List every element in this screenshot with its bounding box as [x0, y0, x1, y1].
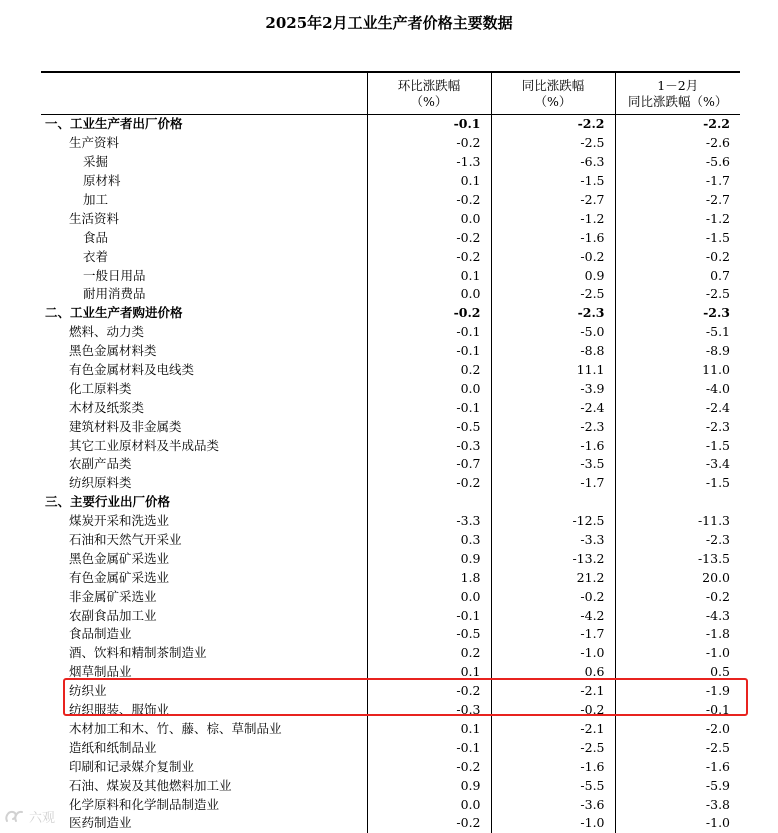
- row-ytd-value: -5.6: [615, 153, 740, 172]
- header-ytd-period: 1－2月: [657, 77, 699, 93]
- row-yoy-value: 0.9: [491, 266, 615, 285]
- row-item-name: 一般日用品: [83, 267, 146, 283]
- row-yoy-value: -3.5: [491, 455, 615, 474]
- table-row: [41, 644, 740, 663]
- watermark-logo-icon: [4, 809, 26, 825]
- header-item-column: [41, 72, 367, 115]
- row-yoy-value: -3.3: [491, 531, 615, 550]
- table-row: [41, 191, 740, 210]
- row-item-name: 二、工业生产者购进价格: [45, 305, 183, 321]
- row-item-name: 烟草制品业: [69, 664, 132, 680]
- row-item-name: 纺织原料类: [69, 475, 132, 491]
- row-ytd-value: 20.0: [615, 568, 740, 587]
- row-mom-value: -0.3: [367, 436, 491, 455]
- table-row: [41, 361, 740, 380]
- ppi-data-table: [41, 71, 740, 833]
- table-row: [41, 436, 740, 455]
- row-item-name: 石油、煤炭及其他燃料加工业: [69, 777, 232, 793]
- row-ytd-value: -2.0: [615, 720, 740, 739]
- row-ytd-value: -0.2: [615, 587, 740, 606]
- row-mom-value: 0.1: [367, 172, 491, 191]
- row-ytd-value: -1.5: [615, 474, 740, 493]
- row-yoy-value: -0.2: [491, 587, 615, 606]
- row-yoy-value: -12.5: [491, 512, 615, 531]
- table-row: [41, 342, 740, 361]
- row-item-name: 食品制造业: [69, 626, 132, 642]
- row-yoy-value: -2.1: [491, 682, 615, 701]
- row-ytd-value: -1.7: [615, 172, 740, 191]
- row-yoy-value: -1.6: [491, 228, 615, 247]
- row-yoy-value: -1.2: [491, 209, 615, 228]
- row-item-name: 原材料: [83, 173, 121, 189]
- row-ytd-value: -4.3: [615, 606, 740, 625]
- table-row: [41, 531, 740, 550]
- row-ytd-value: -1.0: [615, 814, 740, 833]
- row-yoy-value: -1.6: [491, 436, 615, 455]
- row-item-name: 造纸和纸制品业: [69, 739, 157, 755]
- row-mom-value: -0.2: [367, 682, 491, 701]
- row-ytd-value: -2.6: [615, 134, 740, 153]
- row-item-name: 加工: [83, 192, 109, 207]
- table-row: [41, 606, 740, 625]
- row-item-name: 木材加工和木、竹、藤、棕、草制品业: [69, 720, 282, 736]
- table-section-row: [41, 493, 740, 512]
- row-mom-value: -0.5: [367, 417, 491, 436]
- row-yoy-value: -2.3: [491, 417, 615, 436]
- row-yoy-value: -2.5: [491, 738, 615, 757]
- table-section-row: [41, 304, 740, 323]
- row-yoy-value: [491, 493, 615, 512]
- row-yoy-value: -1.0: [491, 814, 615, 833]
- row-mom-value: 0.1: [367, 663, 491, 682]
- row-ytd-value: -2.3: [615, 304, 740, 323]
- table-row: [41, 720, 740, 739]
- row-item-name: 纺织业: [69, 683, 107, 699]
- row-ytd-value: [615, 493, 740, 512]
- row-mom-value: 0.0: [367, 285, 491, 304]
- row-mom-value: -0.1: [367, 398, 491, 417]
- table-row: [41, 663, 740, 682]
- row-mom-value: -0.2: [367, 247, 491, 266]
- row-mom-value: -0.2: [367, 191, 491, 210]
- row-mom-value: -0.1: [367, 738, 491, 757]
- row-mom-value: -0.2: [367, 228, 491, 247]
- row-yoy-value: -1.6: [491, 757, 615, 776]
- header-mom-change: [367, 72, 491, 115]
- table-row: [41, 153, 740, 172]
- header-ytd-yoy-change: [615, 72, 740, 115]
- row-yoy-value: -1.0: [491, 644, 615, 663]
- row-item-name: 黑色金属材料类: [69, 343, 157, 359]
- table-row: [41, 417, 740, 436]
- row-ytd-value: -2.5: [615, 738, 740, 757]
- table-row: [41, 625, 740, 644]
- row-item-name: 三、主要行业出厂价格: [45, 494, 171, 510]
- row-item-name: 纺织服装、服饰业: [69, 702, 170, 718]
- row-item-name: 煤炭开采和洗选业: [69, 513, 170, 529]
- row-ytd-value: -5.9: [615, 776, 740, 795]
- table-row: [41, 587, 740, 606]
- table-row: [41, 209, 740, 228]
- row-yoy-value: -2.2: [491, 115, 615, 134]
- row-yoy-value: -2.5: [491, 285, 615, 304]
- row-mom-value: -0.2: [367, 134, 491, 153]
- row-ytd-value: -2.3: [615, 531, 740, 550]
- row-mom-value: 0.9: [367, 549, 491, 568]
- table-row: [41, 247, 740, 266]
- row-mom-value: 0.9: [367, 776, 491, 795]
- row-ytd-value: -0.2: [615, 247, 740, 266]
- row-yoy-value: -6.3: [491, 153, 615, 172]
- row-mom-value: [367, 493, 491, 512]
- row-item-name: 一、工业生产者出厂价格: [45, 116, 183, 132]
- row-mom-value: 0.1: [367, 266, 491, 285]
- row-item-name: 衣着: [83, 248, 109, 264]
- row-yoy-value: -2.7: [491, 191, 615, 210]
- row-item-name: 石油和天然气开采业: [69, 532, 182, 548]
- row-ytd-value: -2.5: [615, 285, 740, 304]
- row-item-name: 木材及纸浆类: [69, 399, 145, 415]
- row-ytd-value: -2.2: [615, 115, 740, 134]
- row-item-name: 耐用消费品: [83, 286, 146, 302]
- row-item-name: 生产资料: [69, 135, 120, 151]
- header-yoy-change: [491, 72, 615, 115]
- row-yoy-value: -1.7: [491, 625, 615, 644]
- table-row: [41, 568, 740, 587]
- header-yoy-label: 同比涨跌幅: [521, 77, 585, 93]
- row-mom-value: -0.1: [367, 606, 491, 625]
- table-row: [41, 682, 740, 701]
- row-mom-value: -0.1: [367, 342, 491, 361]
- row-ytd-value: -0.1: [615, 701, 740, 720]
- row-ytd-value: -4.0: [615, 379, 740, 398]
- row-item-name: 印刷和记录媒介复制业: [69, 758, 195, 774]
- row-item-name: 其它工业原材料及半成品类: [69, 437, 220, 453]
- table-row: [41, 776, 740, 795]
- row-yoy-value: -2.3: [491, 304, 615, 323]
- row-mom-value: 0.0: [367, 379, 491, 398]
- row-mom-value: -0.2: [367, 304, 491, 323]
- row-yoy-value: -13.2: [491, 549, 615, 568]
- table-row: [41, 814, 740, 833]
- row-yoy-value: 11.1: [491, 361, 615, 380]
- row-mom-value: -0.2: [367, 757, 491, 776]
- row-ytd-value: 0.7: [615, 266, 740, 285]
- row-yoy-value: -8.8: [491, 342, 615, 361]
- row-mom-value: 0.0: [367, 587, 491, 606]
- row-ytd-value: -1.2: [615, 209, 740, 228]
- row-yoy-value: -5.0: [491, 323, 615, 342]
- row-yoy-value: -2.4: [491, 398, 615, 417]
- page-title: 2025年2月工业生产者价格主要数据: [265, 14, 513, 32]
- row-mom-value: -1.3: [367, 153, 491, 172]
- row-yoy-value: -3.9: [491, 379, 615, 398]
- row-mom-value: -0.1: [367, 323, 491, 342]
- row-ytd-value: -3.8: [615, 795, 740, 814]
- table-body: [41, 115, 740, 833]
- row-mom-value: 0.3: [367, 531, 491, 550]
- table-row: [41, 285, 740, 304]
- row-item-name: 有色金属材料及电线类: [69, 362, 195, 378]
- row-ytd-value: -1.8: [615, 625, 740, 644]
- table-row: [41, 512, 740, 531]
- header-mom-unit: （%）: [410, 93, 448, 109]
- row-ytd-value: -5.1: [615, 323, 740, 342]
- row-item-name: 化工原料类: [69, 380, 132, 396]
- table-row: [41, 323, 740, 342]
- row-yoy-value: -0.2: [491, 701, 615, 720]
- watermark: [4, 807, 55, 826]
- table-row: [41, 795, 740, 814]
- row-ytd-value: -1.9: [615, 682, 740, 701]
- row-mom-value: -0.2: [367, 814, 491, 833]
- row-item-name: 医药制造业: [69, 815, 132, 831]
- watermark-text: 六观: [29, 811, 56, 826]
- row-ytd-value: -1.6: [615, 757, 740, 776]
- row-ytd-value: -2.4: [615, 398, 740, 417]
- table-row: [41, 474, 740, 493]
- row-item-name: 生活资料: [69, 210, 120, 226]
- row-mom-value: -0.1: [367, 115, 491, 134]
- row-mom-value: 0.2: [367, 644, 491, 663]
- row-item-name: 农副产品类: [69, 456, 132, 472]
- row-ytd-value: 0.5: [615, 663, 740, 682]
- header-yoy-unit: （%）: [534, 93, 572, 109]
- row-ytd-value: -3.4: [615, 455, 740, 474]
- row-yoy-value: -2.5: [491, 134, 615, 153]
- row-yoy-value: -2.1: [491, 720, 615, 739]
- row-ytd-value: -2.7: [615, 191, 740, 210]
- row-item-name: 农副食品加工业: [69, 607, 157, 623]
- row-item-name: 非金属矿采选业: [69, 588, 157, 604]
- row-mom-value: 0.0: [367, 795, 491, 814]
- row-ytd-value: -8.9: [615, 342, 740, 361]
- row-item-name: 化学原料和化学制品制造业: [69, 796, 220, 812]
- row-mom-value: 0.2: [367, 361, 491, 380]
- header-mom-label: 环比涨跌幅: [397, 77, 461, 93]
- row-ytd-value: -1.5: [615, 436, 740, 455]
- table-row: [41, 455, 740, 474]
- row-yoy-value: -1.7: [491, 474, 615, 493]
- table-row: [41, 379, 740, 398]
- row-ytd-value: -2.3: [615, 417, 740, 436]
- row-ytd-value: 11.0: [615, 361, 740, 380]
- row-ytd-value: -13.5: [615, 549, 740, 568]
- row-yoy-value: -5.5: [491, 776, 615, 795]
- row-ytd-value: -1.5: [615, 228, 740, 247]
- row-ytd-value: -11.3: [615, 512, 740, 531]
- row-mom-value: -0.7: [367, 455, 491, 474]
- row-item-name: 建筑材料及非金属类: [69, 418, 182, 434]
- row-item-name: 食品: [83, 229, 109, 245]
- table-row: [41, 738, 740, 757]
- row-mom-value: 0.1: [367, 720, 491, 739]
- table-row: [41, 398, 740, 417]
- table-row: [41, 134, 740, 153]
- table-row: [41, 228, 740, 247]
- row-yoy-value: -3.6: [491, 795, 615, 814]
- header-ytd-label: 同比涨跌幅（%）: [628, 93, 728, 109]
- row-yoy-value: -1.5: [491, 172, 615, 191]
- row-yoy-value: 0.6: [491, 663, 615, 682]
- row-item-name: 黑色金属矿采选业: [69, 550, 170, 566]
- row-mom-value: -0.3: [367, 701, 491, 720]
- row-mom-value: 0.0: [367, 209, 491, 228]
- row-ytd-value: -1.0: [615, 644, 740, 663]
- table-row: [41, 701, 740, 720]
- table-row: [41, 266, 740, 285]
- row-item-name: 燃料、动力类: [69, 324, 145, 340]
- row-mom-value: 1.8: [367, 568, 491, 587]
- row-mom-value: -0.5: [367, 625, 491, 644]
- row-item-name: 采掘: [83, 154, 109, 170]
- row-mom-value: -3.3: [367, 512, 491, 531]
- table-row: [41, 172, 740, 191]
- row-mom-value: -0.2: [367, 474, 491, 493]
- row-yoy-value: -0.2: [491, 247, 615, 266]
- table-section-row: [41, 115, 740, 134]
- row-item-name: 酒、饮料和精制茶制造业: [69, 645, 207, 661]
- row-yoy-value: -4.2: [491, 606, 615, 625]
- row-yoy-value: 21.2: [491, 568, 615, 587]
- table-row: [41, 757, 740, 776]
- table-header-row: [41, 72, 740, 115]
- table-row: [41, 549, 740, 568]
- row-item-name: 有色金属矿采选业: [69, 569, 170, 585]
